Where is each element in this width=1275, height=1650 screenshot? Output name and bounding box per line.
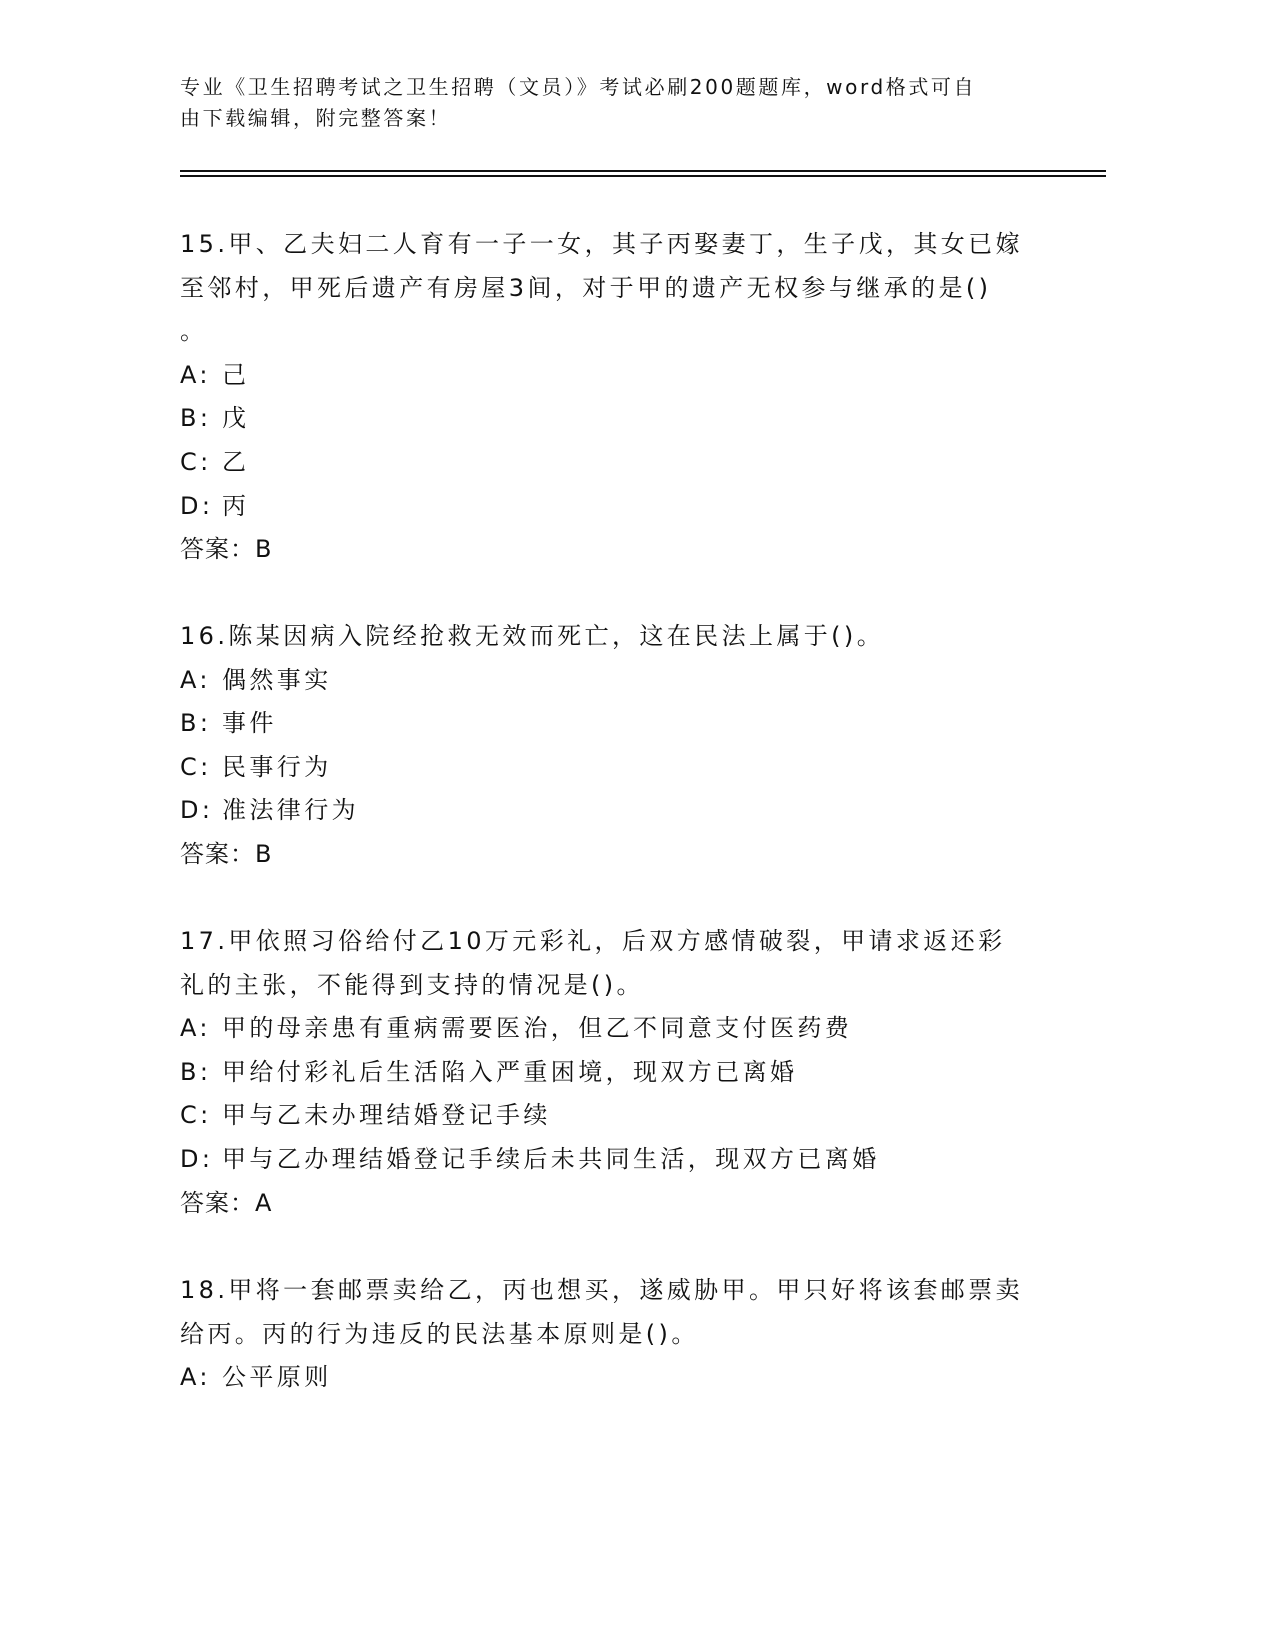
option-text: 戊 [222, 404, 250, 433]
option-label: C: [180, 1101, 212, 1130]
option-a [180, 1007, 1040, 1051]
option-b [180, 1051, 1040, 1095]
option-d [180, 1138, 1040, 1182]
option-a [180, 1356, 1040, 1400]
option-label: D: [180, 491, 214, 520]
option-a [180, 354, 1040, 398]
option-label: B: [180, 404, 212, 433]
option-text: 己 [222, 360, 250, 389]
option-text: 准法律行为 [222, 796, 359, 825]
option-label: B: [180, 1057, 212, 1086]
option-c [180, 746, 1040, 790]
option-a [180, 659, 1040, 703]
question-2 [180, 615, 1040, 877]
header-divider-top [180, 170, 1106, 172]
option-text: 事件 [222, 709, 277, 738]
option-d [180, 485, 1040, 529]
option-c [180, 1094, 1040, 1138]
option-c [180, 441, 1040, 485]
option-b [180, 702, 1040, 746]
answer: 答案：A [180, 1188, 273, 1217]
option-label: A: [180, 1014, 211, 1043]
question-stem-line: 17.甲依照习俗给付乙10万元彩礼，后双方感情破裂，甲请求返还彩 [180, 927, 1006, 955]
question-stem-line: 。 [180, 317, 208, 346]
option-label: A: [180, 665, 211, 694]
option-label: A: [180, 360, 211, 389]
header-divider-bottom [180, 175, 1106, 177]
option-b [180, 397, 1040, 441]
option-text: 甲的母亲患有重病需要医治，但乙不同意支付医药费 [222, 1014, 853, 1043]
option-text: 民事行为 [222, 752, 332, 781]
option-text: 甲与乙办理结婚登记手续后未共同生活，现双方已离婚 [222, 1144, 880, 1173]
question-stem-line: 礼的主张，不能得到支持的情况是()。 [180, 970, 644, 999]
option-label: D: [180, 1144, 214, 1173]
option-text: 公平原则 [222, 1363, 332, 1392]
option-text: 甲给付彩礼后生活陷入严重困境，现双方已离婚 [222, 1057, 798, 1086]
option-label: D: [180, 796, 214, 825]
question-4 [180, 1269, 1040, 1400]
option-label: B: [180, 709, 212, 738]
question-stem-line: 15.甲、乙夫妇二人育有一子一女，其子丙娶妻丁，生子戊，其女已嫁 [180, 230, 1023, 258]
option-label: C: [180, 447, 212, 476]
question-stem-line: 16.陈某因病入院经抢救无效而死亡，这在民法上属于()。 [180, 622, 885, 650]
question-3 [180, 920, 1040, 1225]
answer: 答案：B [180, 839, 273, 868]
question-stem-line: 给丙。丙的行为违反的民法基本原则是()。 [180, 1319, 699, 1348]
question-stem-line: 至邻村，甲死后遗产有房屋3间，对于甲的遗产无权参与继承的是() [180, 273, 992, 302]
option-text: 偶然事实 [222, 665, 332, 694]
option-label: C: [180, 752, 212, 781]
question-1 [180, 223, 1040, 572]
option-d [180, 789, 1040, 833]
header-line-1: 专业《卫生招聘考试之卫生招聘（文员）》考试必刷200题题库，word格式可自 [180, 75, 977, 99]
document-header [180, 72, 1040, 134]
option-text: 乙 [222, 447, 250, 476]
answer: 答案：B [180, 535, 273, 564]
option-text: 丙 [222, 491, 250, 520]
option-text: 甲与乙未办理结婚登记手续 [222, 1101, 551, 1130]
header-line-2: 由下载编辑，附完整答案！ [180, 106, 452, 130]
option-label: A: [180, 1363, 211, 1392]
question-stem-line: 18.甲将一套邮票卖给乙，丙也想买，遂威胁甲。甲只好将该套邮票卖 [180, 1276, 1023, 1304]
